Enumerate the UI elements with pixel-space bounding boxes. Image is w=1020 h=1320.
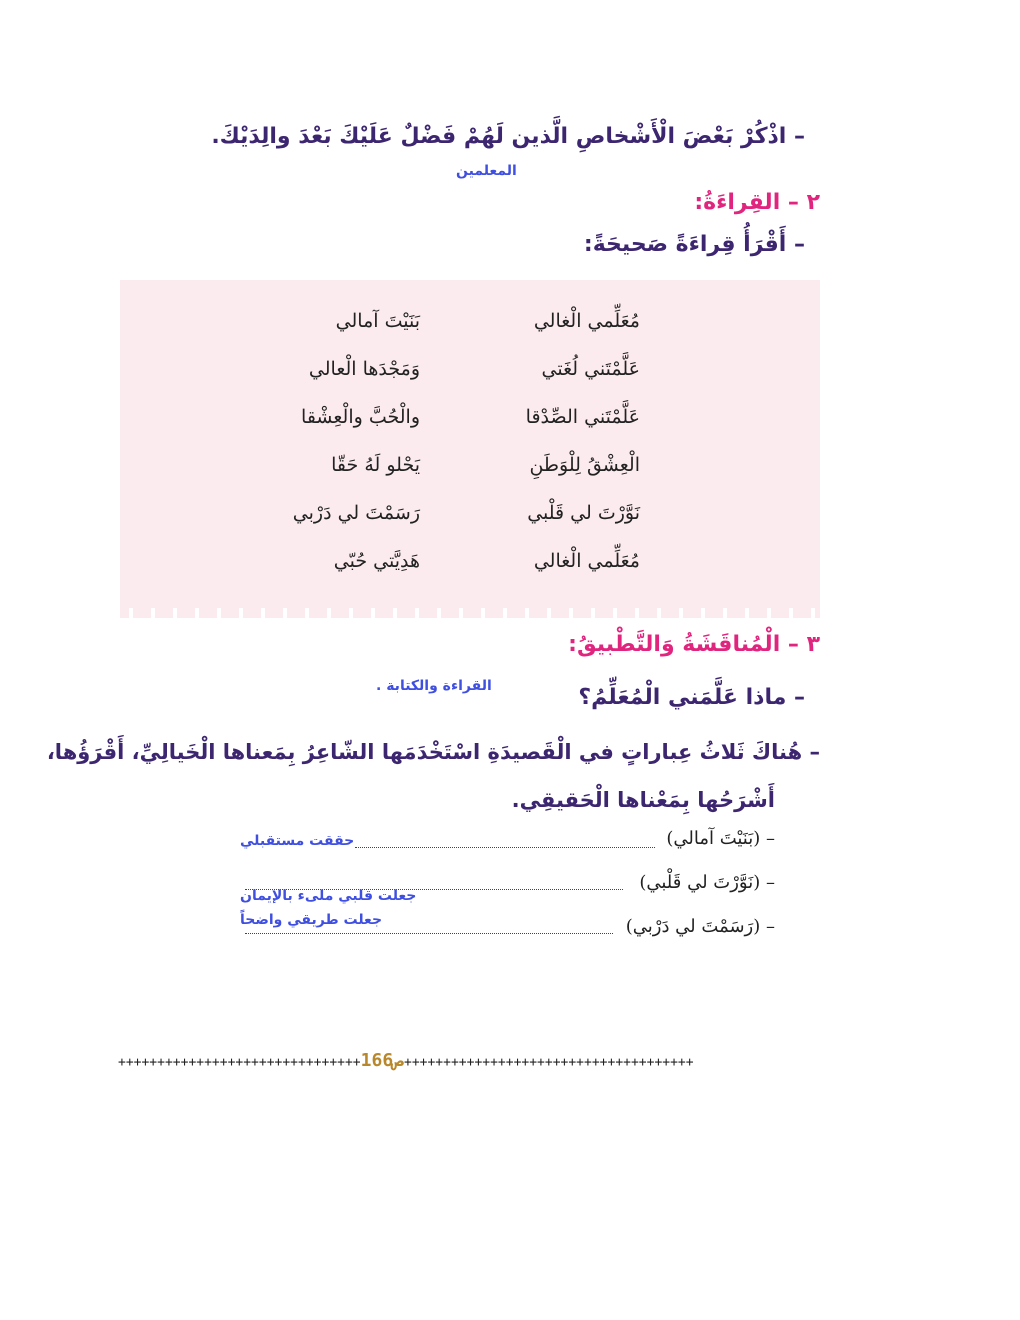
answer-item-3: جعلت طريقي واضحاً bbox=[240, 912, 383, 928]
poem-verse: والْحُبَّ والْعِشْقا bbox=[301, 406, 420, 428]
answer-teachers: المعلمين bbox=[456, 163, 517, 179]
footer-plus-right: +++++++++++++++++++++++++++++++++++++ bbox=[404, 1055, 694, 1070]
poem-verse: عَلَّمْتَني لُغَتي bbox=[541, 358, 640, 380]
poem-verse: مُعَلِّمي الْغالي bbox=[533, 550, 640, 572]
poem-verse: عَلَّمْتَني الصِّدْقا bbox=[525, 406, 640, 428]
section-discussion-heading: ٣ – الْمُناقَشَةُ وَالتَّطْبيقُ: bbox=[568, 632, 820, 657]
answer-item-2: جعلت قلبي ملىء بالإيمان bbox=[240, 888, 417, 904]
answer-line[interactable] bbox=[245, 933, 613, 934]
question-expressions-line1: – هُناكَ ثَلاثُ عِباراتٍ في الْقَصيدَةِ اسْتَخْدَمَها الشّاعِرُ بِمَعناها الْخَيالِيِّ، أَقْرَؤُها، bbox=[46, 740, 820, 764]
item-label: – (رَسَمْتَ لي دَرْبي) bbox=[625, 916, 775, 937]
question-teacher-taught: – ماذا عَلَّمَني الْمُعَلِّمُ؟ bbox=[578, 685, 805, 710]
item-label: – (نَوَّرْتَ لي قَلْبي) bbox=[639, 872, 775, 893]
footer-plus-left: +++++++++++++++++++++++++++++++ bbox=[118, 1055, 361, 1070]
poem-verse: مُعَلِّمي الْغالي bbox=[533, 310, 640, 332]
section-reading-heading: ٢ – القِراءَةُ: bbox=[694, 190, 820, 215]
answer-line[interactable] bbox=[355, 847, 655, 848]
poem-verse: وَمَجْدَها الْعالي bbox=[308, 358, 420, 380]
item-label: – (بَنَيْتَ آمالي) bbox=[666, 828, 775, 849]
question-family-helpers: – اذْكُرْ بَعْضَ الْأَشْخاصِ الَّذين لَهُمْ فَضْلٌ عَلَيْكَ بَعْدَ والِدَيْكَ. bbox=[211, 124, 805, 149]
reading-instruction: – أَقْرَأُ قِراءَةً صَحيحَةً: bbox=[583, 232, 805, 257]
page-number: ص166 bbox=[360, 1050, 404, 1071]
poem-box bbox=[120, 280, 820, 610]
poem-verse: يَحْلو لَهُ حَقّا bbox=[331, 454, 420, 476]
poem-verse: رَسَمْتَ لي دَرْبي bbox=[292, 502, 420, 524]
question-expressions-line2: أَشْرَحُها بِمَعْناها الْحَقيقِي. bbox=[511, 788, 775, 812]
poem-verse: نَوَّرْتَ لي قَلْبي bbox=[527, 502, 640, 524]
answer-item-1: حققت مستقبلي bbox=[240, 833, 355, 849]
poem-verse: هَدِيَّتي حُبّي bbox=[333, 550, 420, 572]
footer-page-marker bbox=[118, 1050, 694, 1071]
answer-reading-writing: القراءة والكتابة . bbox=[376, 678, 492, 694]
poem-verse: بَنَيْتَ آمالي bbox=[335, 310, 420, 332]
poem-verse: الْعِشْقُ لِلْوَطَنِ bbox=[529, 454, 640, 476]
